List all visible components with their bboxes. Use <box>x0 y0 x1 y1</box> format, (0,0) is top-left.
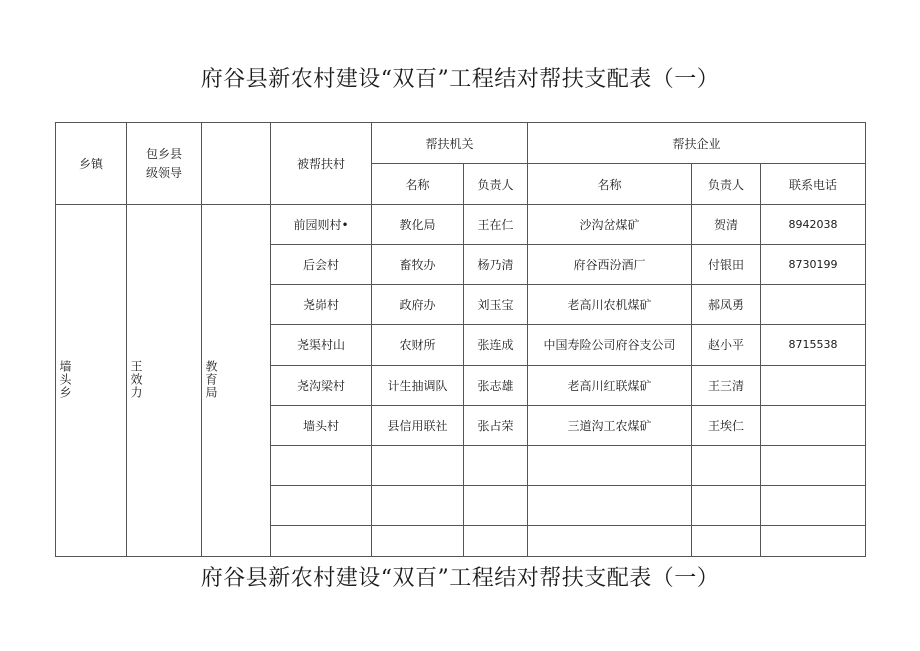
empty-cell <box>528 525 692 556</box>
header-agency-group: 帮扶机关 <box>372 123 528 164</box>
enterprise-person-cell: 赵小平 <box>692 325 761 365</box>
enterprise-person-cell: 付银田 <box>692 245 761 285</box>
phone-cell <box>761 365 866 405</box>
empty-cell <box>692 445 761 485</box>
agency-person-cell: 张连成 <box>464 325 528 365</box>
phone-cell: 8730199 <box>761 245 866 285</box>
enterprise-person-cell: 贺清 <box>692 205 761 245</box>
agency-cell: 计生抽调队 <box>372 365 464 405</box>
village-cell: 尧沟梁村 <box>271 365 372 405</box>
header-agency-person: 负责人 <box>464 164 528 205</box>
header-township: 乡镇 <box>56 123 127 205</box>
enterprise-cell: 府谷西汾酒厂 <box>528 245 692 285</box>
unit-cell <box>202 205 271 557</box>
table-row <box>56 205 866 245</box>
empty-cell <box>464 445 528 485</box>
phone-cell: 8942038 <box>761 205 866 245</box>
village-cell: 墙头村 <box>271 405 372 445</box>
empty-cell <box>528 485 692 525</box>
enterprise-cell: 老高川农机煤矿 <box>528 285 692 325</box>
enterprise-person-cell: 郝凤勇 <box>692 285 761 325</box>
township-name: 墙头乡 <box>58 359 72 399</box>
header-enterprise-person: 负责人 <box>692 164 761 205</box>
village-cell: 尧峁村 <box>271 285 372 325</box>
page-title-repeat: 府谷县新农村建设“双百”工程结对帮扶支配表（一） <box>200 566 720 591</box>
header-leader-line2: 级领导 <box>145 165 182 180</box>
pairing-table <box>55 122 866 557</box>
empty-cell <box>372 485 464 525</box>
header-leader <box>127 123 202 205</box>
empty-cell <box>271 445 372 485</box>
agency-cell: 县信用联社 <box>372 405 464 445</box>
agency-person-cell: 杨乃清 <box>464 245 528 285</box>
empty-cell <box>271 525 372 556</box>
empty-cell <box>372 445 464 485</box>
agency-person-cell: 张志雄 <box>464 365 528 405</box>
unit-name: 教育局 <box>204 359 218 399</box>
header-agency-name: 名称 <box>372 164 464 205</box>
enterprise-cell: 中国寿险公司府谷支公司 <box>528 325 692 365</box>
header-leader-line1: 包乡县 <box>145 146 182 161</box>
phone-cell: 8715538 <box>761 325 866 365</box>
agency-person-cell: 张占荣 <box>464 405 528 445</box>
empty-cell <box>528 445 692 485</box>
enterprise-person-cell: 王埃仁 <box>692 405 761 445</box>
empty-cell <box>692 485 761 525</box>
empty-cell <box>761 485 866 525</box>
empty-cell <box>464 525 528 556</box>
agency-cell: 教化局 <box>372 205 464 245</box>
township-cell <box>56 205 127 557</box>
agency-cell: 农财所 <box>372 325 464 365</box>
header-village: 被帮扶村 <box>271 123 372 205</box>
header-enterprise-name: 名称 <box>528 164 692 205</box>
agency-person-cell: 王在仁 <box>464 205 528 245</box>
header-unit <box>202 123 271 205</box>
empty-cell <box>761 445 866 485</box>
agency-cell: 畜牧办 <box>372 245 464 285</box>
leader-name: 王效力 <box>129 359 143 399</box>
village-cell: 尧渠村山 <box>271 325 372 365</box>
empty-cell <box>372 525 464 556</box>
enterprise-cell: 三道沟工农煤矿 <box>528 405 692 445</box>
empty-cell <box>692 525 761 556</box>
enterprise-cell: 沙沟岔煤矿 <box>528 205 692 245</box>
enterprise-person-cell: 王三清 <box>692 365 761 405</box>
header-enterprise-group: 帮扶企业 <box>528 123 866 164</box>
empty-cell <box>271 485 372 525</box>
phone-cell <box>761 285 866 325</box>
header-phone: 联系电话 <box>761 164 866 205</box>
agency-person-cell: 刘玉宝 <box>464 285 528 325</box>
empty-cell <box>761 525 866 556</box>
phone-cell <box>761 405 866 445</box>
village-cell: 前园则村• <box>271 205 372 245</box>
leader-cell <box>127 205 202 557</box>
page-title: 府谷县新农村建设“双百”工程结对帮扶支配表（一） <box>200 67 720 92</box>
agency-cell: 政府办 <box>372 285 464 325</box>
village-cell: 后会村 <box>271 245 372 285</box>
empty-cell <box>464 485 528 525</box>
enterprise-cell: 老高川红联煤矿 <box>528 365 692 405</box>
